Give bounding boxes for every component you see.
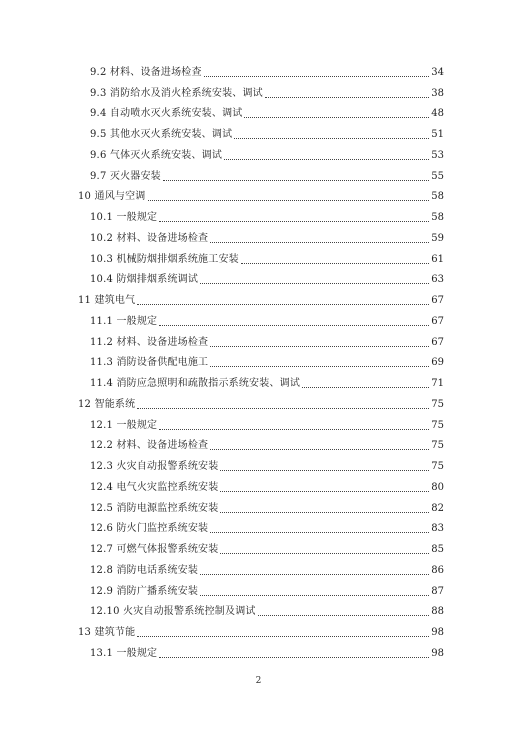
toc-chapter-entry[interactable] — [78, 183, 444, 204]
toc-entry-title: 12.5 消防电源监控系统安装 — [90, 502, 219, 514]
toc-dot-leader — [200, 595, 429, 596]
toc-dot-leader — [244, 117, 429, 118]
toc-entry-title: 10.2 材料、设备进场检查 — [90, 232, 209, 244]
toc-dot-leader — [163, 180, 429, 181]
toc-entry-title: 11 建筑电气 — [78, 295, 136, 306]
toc-entry-page: 53 — [431, 149, 444, 161]
toc-dot-leader — [258, 615, 430, 616]
toc-entry-page: 58 — [431, 191, 444, 203]
toc-entry-title: 11.4 消防应急照明和疏散指示系统安装、调试 — [90, 378, 301, 389]
toc-section-entry[interactable] — [78, 266, 444, 287]
toc-entry-title: 12.6 防火门监控系统安装 — [90, 523, 209, 535]
toc-dot-leader — [137, 304, 429, 305]
toc-entry-title: 9.7 灭火器安装 — [90, 170, 161, 182]
toc-entry-title: 12.7 可燃气体报警系统安装 — [90, 544, 219, 555]
toc-entry-title: 10.1 一般规定 — [90, 212, 158, 223]
toc-section-entry[interactable] — [78, 58, 444, 79]
toc-dot-leader — [220, 491, 429, 492]
toc-entry-title: 13 建筑节能 — [78, 627, 136, 638]
toc-entry-page: 75 — [431, 419, 444, 431]
toc-entry-title: 12.3 火灾自动报警系统安装 — [90, 461, 219, 472]
toc-dot-leader — [137, 636, 429, 637]
toc-entry-page: 58 — [431, 212, 444, 223]
toc-entry-page: 75 — [431, 398, 444, 410]
toc-chapter-entry[interactable] — [78, 390, 444, 411]
toc-entry-page: 48 — [431, 108, 444, 120]
toc-dot-leader — [159, 657, 429, 658]
toc-entry-title: 12 智能系统 — [78, 398, 136, 410]
toc-entry-title: 12.8 消防电话系统安装 — [90, 564, 199, 576]
toc-section-entry[interactable] — [78, 473, 444, 494]
toc-section-entry[interactable] — [78, 535, 444, 556]
toc-dot-leader — [137, 408, 429, 409]
toc-entry-page: 61 — [431, 253, 444, 265]
table-of-contents — [78, 58, 444, 660]
toc-section-entry[interactable] — [78, 203, 444, 224]
toc-entry-page: 86 — [431, 564, 444, 576]
toc-entry-page: 51 — [431, 129, 444, 140]
toc-entry-page: 87 — [431, 585, 444, 597]
toc-entry-title: 9.3 消防给水及消火栓系统安装、调试 — [90, 87, 263, 99]
toc-dot-leader — [148, 200, 430, 201]
toc-dot-leader — [265, 97, 429, 98]
toc-section-entry[interactable] — [78, 577, 444, 598]
toc-entry-page: 80 — [431, 481, 444, 493]
toc-dot-leader — [204, 76, 430, 77]
toc-entry-title: 9.4 自动喷水灭火系统安装、调试 — [90, 108, 243, 120]
toc-entry-page: 69 — [431, 357, 444, 369]
toc-chapter-entry[interactable] — [78, 286, 444, 307]
toc-entry-title: 10 通风与空调 — [78, 191, 146, 203]
toc-section-entry[interactable] — [78, 494, 444, 515]
toc-dot-leader — [200, 574, 429, 575]
toc-entry-title: 11.3 消防设备供配电施工 — [90, 357, 209, 369]
toc-entry-page: 67 — [431, 336, 444, 348]
toc-section-entry[interactable] — [78, 328, 444, 349]
toc-section-entry[interactable] — [78, 100, 444, 121]
toc-section-entry[interactable] — [78, 411, 444, 432]
toc-entry-title: 9.5 其他水灭火系统安装、调试 — [90, 129, 233, 140]
toc-entry-page: 98 — [431, 627, 444, 638]
toc-dot-leader — [220, 512, 429, 513]
toc-entry-title: 13.1 一般规定 — [90, 647, 158, 659]
toc-chapter-entry[interactable] — [78, 618, 444, 639]
toc-entry-page: 55 — [431, 170, 444, 182]
toc-entry-page: 71 — [431, 378, 444, 389]
toc-section-entry[interactable] — [78, 556, 444, 577]
toc-dot-leader — [210, 346, 429, 347]
toc-entry-page: 63 — [431, 274, 444, 286]
toc-section-entry[interactable] — [78, 307, 444, 328]
toc-entry-title: 11.2 材料、设备进场检查 — [90, 336, 209, 348]
toc-section-entry[interactable] — [78, 452, 444, 473]
toc-dot-leader — [241, 263, 429, 264]
toc-section-entry[interactable] — [78, 79, 444, 100]
toc-entry-title: 12.10 火灾自动报警系统控制及调试 — [90, 606, 256, 618]
toc-entry-page: 82 — [431, 502, 444, 514]
toc-section-entry[interactable] — [78, 120, 444, 141]
toc-entry-title: 10.4 防烟排烟系统调试 — [90, 274, 199, 286]
toc-section-entry[interactable] — [78, 349, 444, 370]
toc-dot-leader — [159, 429, 429, 430]
toc-entry-page: 75 — [431, 440, 444, 452]
toc-section-entry[interactable] — [78, 224, 444, 245]
toc-entry-page: 67 — [431, 315, 444, 327]
toc-dot-leader — [159, 325, 429, 326]
toc-dot-leader — [210, 242, 429, 243]
toc-entry-title: 9.2 材料、设备进场检查 — [90, 66, 202, 78]
toc-section-entry[interactable] — [78, 369, 444, 390]
toc-entry-page: 98 — [431, 647, 444, 659]
toc-entry-title: 10.3 机械防烟排烟系统施工安装 — [90, 253, 239, 265]
toc-dot-leader — [220, 553, 429, 554]
toc-entry-page: 83 — [431, 523, 444, 535]
page-number: 2 — [255, 676, 262, 686]
toc-dot-leader — [200, 283, 429, 284]
toc-section-entry[interactable] — [78, 162, 444, 183]
toc-dot-leader — [159, 221, 429, 222]
toc-entry-page: 59 — [431, 232, 444, 244]
toc-entry-page: 88 — [431, 606, 444, 618]
toc-entry-title: 12.1 一般规定 — [90, 419, 158, 431]
toc-dot-leader — [234, 138, 429, 139]
toc-entry-title: 11.1 一般规定 — [90, 315, 158, 327]
toc-dot-leader — [220, 470, 429, 471]
toc-entry-page: 38 — [431, 87, 444, 99]
toc-dot-leader — [302, 387, 429, 388]
toc-entry-title: 9.6 气体灭火系统安装、调试 — [90, 149, 223, 161]
toc-entry-page: 67 — [431, 295, 444, 306]
toc-section-entry[interactable] — [78, 245, 444, 266]
toc-section-entry[interactable] — [78, 141, 444, 162]
toc-section-entry[interactable] — [78, 639, 444, 660]
toc-entry-title: 12.9 消防广播系统安装 — [90, 585, 199, 597]
toc-section-entry[interactable] — [78, 598, 444, 619]
toc-entry-title: 12.2 材料、设备进场检查 — [90, 440, 209, 452]
toc-section-entry[interactable] — [78, 515, 444, 536]
toc-entry-page: 75 — [431, 461, 444, 472]
toc-section-entry[interactable] — [78, 432, 444, 453]
toc-dot-leader — [224, 159, 429, 160]
toc-entry-page: 85 — [431, 544, 444, 555]
toc-dot-leader — [210, 449, 429, 450]
toc-entry-title: 12.4 电气火灾监控系统安装 — [90, 481, 219, 493]
toc-dot-leader — [210, 532, 429, 533]
toc-entry-page: 34 — [431, 66, 444, 78]
toc-dot-leader — [210, 366, 429, 367]
